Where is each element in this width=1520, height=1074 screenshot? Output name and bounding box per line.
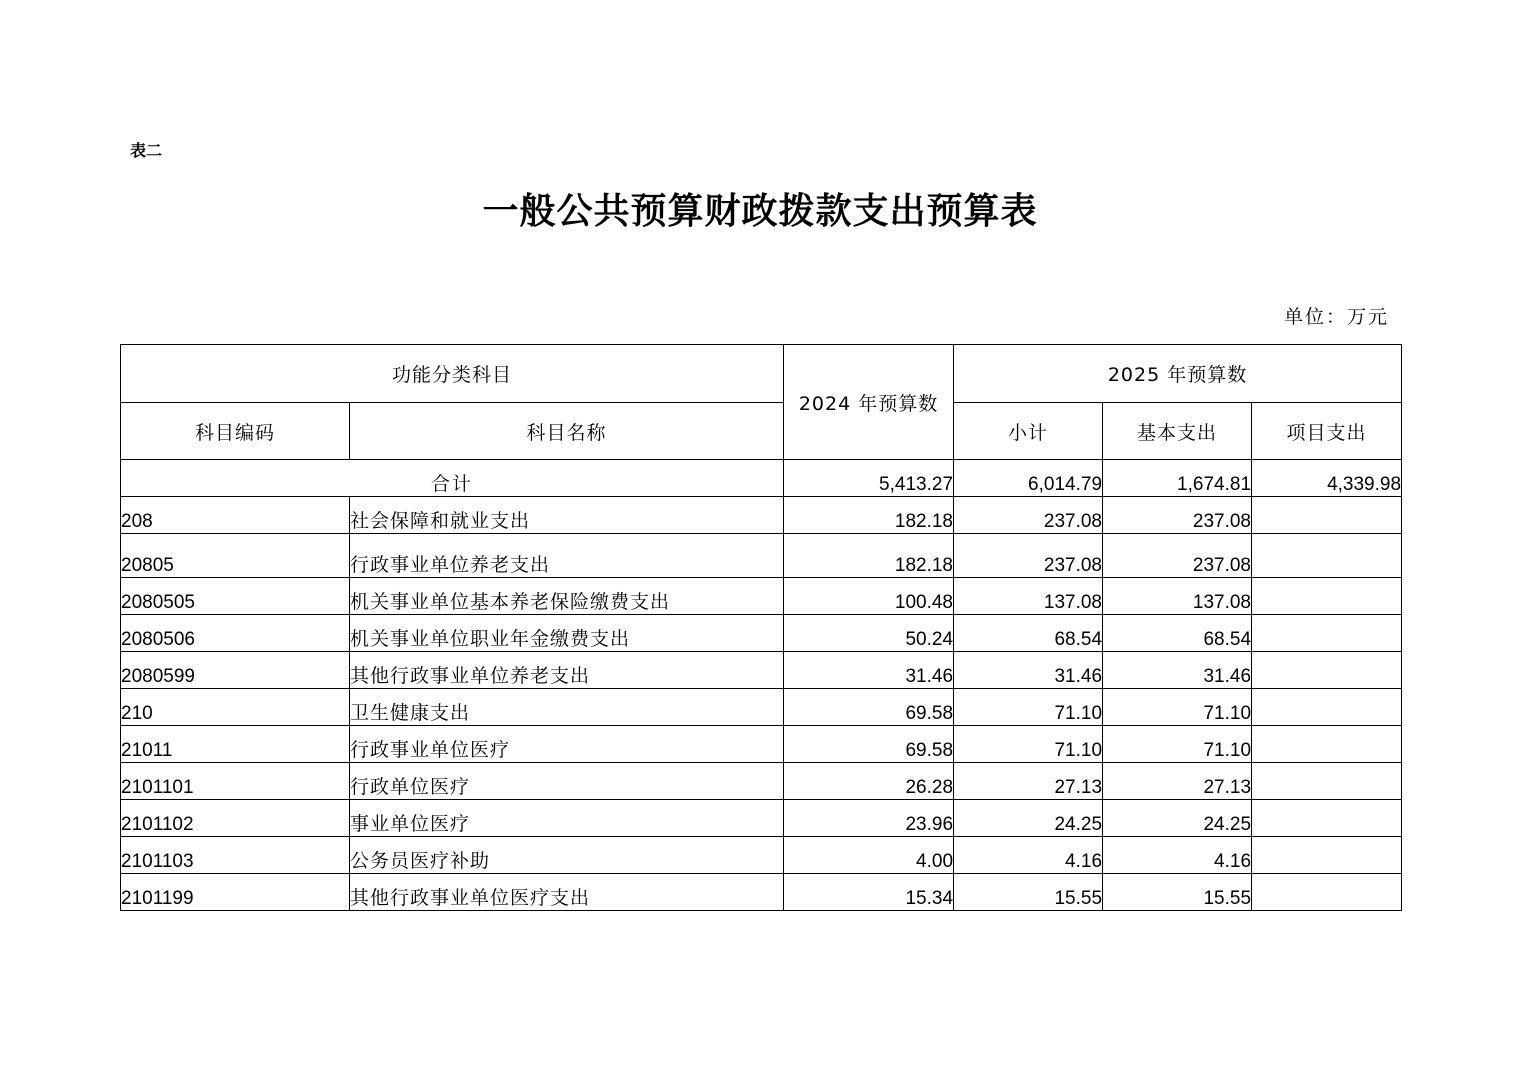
budget-2024-cell: 69.58 [784, 726, 954, 763]
subject-name-cell: 机关事业单位基本养老保险缴费支出 [350, 578, 784, 615]
subject-code-cell: 20805 [121, 534, 350, 578]
budget-2024-cell: 31.46 [784, 652, 954, 689]
subtotal-2025-cell: 137.08 [954, 578, 1103, 615]
subject-code-cell: 2080506 [121, 615, 350, 652]
basic-2025-cell: 31.46 [1103, 652, 1252, 689]
subject-name-cell: 社会保障和就业支出 [350, 497, 784, 534]
header-basic-expenditure: 基本支出 [1103, 403, 1252, 460]
table-row [121, 578, 1402, 615]
total-basic-2025: 1,674.81 [1103, 460, 1252, 497]
table-row [121, 763, 1402, 800]
total-subtotal-2025: 6,014.79 [954, 460, 1103, 497]
budget-2024-cell: 182.18 [784, 534, 954, 578]
subtotal-2025-cell: 237.08 [954, 497, 1103, 534]
subject-code-cell: 2080599 [121, 652, 350, 689]
basic-2025-cell: 24.25 [1103, 800, 1252, 837]
subject-code-cell: 2101199 [121, 874, 350, 911]
subject-name-cell: 机关事业单位职业年金缴费支出 [350, 615, 784, 652]
header-subject-name: 科目名称 [350, 403, 784, 460]
table-row [121, 652, 1402, 689]
subject-code-cell: 210 [121, 689, 350, 726]
project-2025-cell [1252, 874, 1402, 911]
header-row-top [121, 345, 1402, 403]
header-subject-code: 科目编码 [121, 403, 350, 460]
budget-table [120, 344, 1402, 911]
table-row [121, 497, 1402, 534]
subject-code-cell: 2101102 [121, 800, 350, 837]
subject-name-cell: 行政事业单位医疗 [350, 726, 784, 763]
basic-2025-cell: 71.10 [1103, 726, 1252, 763]
budget-2024-cell: 69.58 [784, 689, 954, 726]
table-body [121, 460, 1402, 911]
subject-code-cell: 2101101 [121, 763, 350, 800]
total-row [121, 460, 1402, 497]
budget-2024-cell: 100.48 [784, 578, 954, 615]
budget-2024-cell: 23.96 [784, 800, 954, 837]
project-2025-cell [1252, 689, 1402, 726]
basic-2025-cell: 4.16 [1103, 837, 1252, 874]
table-row [121, 615, 1402, 652]
subtotal-2025-cell: 68.54 [954, 615, 1103, 652]
subtotal-2025-cell: 71.10 [954, 689, 1103, 726]
table-row [121, 534, 1402, 578]
header-project-expenditure: 项目支出 [1252, 403, 1402, 460]
basic-2025-cell: 71.10 [1103, 689, 1252, 726]
basic-2025-cell: 15.55 [1103, 874, 1252, 911]
header-budget-2025: 2025 年预算数 [954, 345, 1402, 403]
table-row [121, 837, 1402, 874]
table-row [121, 800, 1402, 837]
basic-2025-cell: 237.08 [1103, 534, 1252, 578]
budget-2024-cell: 15.34 [784, 874, 954, 911]
header-budget-2024: 2024 年预算数 [784, 345, 954, 460]
subject-name-cell: 行政事业单位养老支出 [350, 534, 784, 578]
project-2025-cell [1252, 534, 1402, 578]
budget-2024-cell: 182.18 [784, 497, 954, 534]
project-2025-cell [1252, 578, 1402, 615]
basic-2025-cell: 137.08 [1103, 578, 1252, 615]
total-label: 合计 [121, 460, 784, 497]
basic-2025-cell: 237.08 [1103, 497, 1252, 534]
basic-2025-cell: 68.54 [1103, 615, 1252, 652]
project-2025-cell [1252, 763, 1402, 800]
subtotal-2025-cell: 4.16 [954, 837, 1103, 874]
subject-name-cell: 卫生健康支出 [350, 689, 784, 726]
project-2025-cell [1252, 837, 1402, 874]
header-subtotal: 小计 [954, 403, 1103, 460]
table-row [121, 689, 1402, 726]
document-title: 一般公共预算财政拨款支出预算表 [482, 190, 1038, 232]
subject-code-cell: 21011 [121, 726, 350, 763]
project-2025-cell [1252, 800, 1402, 837]
project-2025-cell [1252, 726, 1402, 763]
table-header [121, 345, 1402, 460]
subject-code-cell: 2080505 [121, 578, 350, 615]
unit-label: 单位：万元 [1283, 306, 1389, 328]
total-project-2025: 4,339.98 [1252, 460, 1402, 497]
budget-2024-cell: 26.28 [784, 763, 954, 800]
basic-2025-cell: 27.13 [1103, 763, 1252, 800]
subject-name-cell: 行政单位医疗 [350, 763, 784, 800]
total-budget-2024: 5,413.27 [784, 460, 954, 497]
subtotal-2025-cell: 27.13 [954, 763, 1103, 800]
budget-2024-cell: 50.24 [784, 615, 954, 652]
subtotal-2025-cell: 24.25 [954, 800, 1103, 837]
subtotal-2025-cell: 31.46 [954, 652, 1103, 689]
subject-code-cell: 2101103 [121, 837, 350, 874]
subtotal-2025-cell: 71.10 [954, 726, 1103, 763]
table-number-label: 表二 [130, 141, 163, 160]
subject-name-cell: 事业单位医疗 [350, 800, 784, 837]
table-row [121, 874, 1402, 911]
subject-name-cell: 公务员医疗补助 [350, 837, 784, 874]
project-2025-cell [1252, 497, 1402, 534]
subtotal-2025-cell: 237.08 [954, 534, 1103, 578]
subtotal-2025-cell: 15.55 [954, 874, 1103, 911]
subject-name-cell: 其他行政事业单位养老支出 [350, 652, 784, 689]
table-row [121, 726, 1402, 763]
budget-2024-cell: 4.00 [784, 837, 954, 874]
project-2025-cell [1252, 615, 1402, 652]
subject-code-cell: 208 [121, 497, 350, 534]
subject-name-cell: 其他行政事业单位医疗支出 [350, 874, 784, 911]
header-row-bottom [121, 403, 1402, 460]
header-functional-classification: 功能分类科目 [121, 345, 784, 403]
project-2025-cell [1252, 652, 1402, 689]
